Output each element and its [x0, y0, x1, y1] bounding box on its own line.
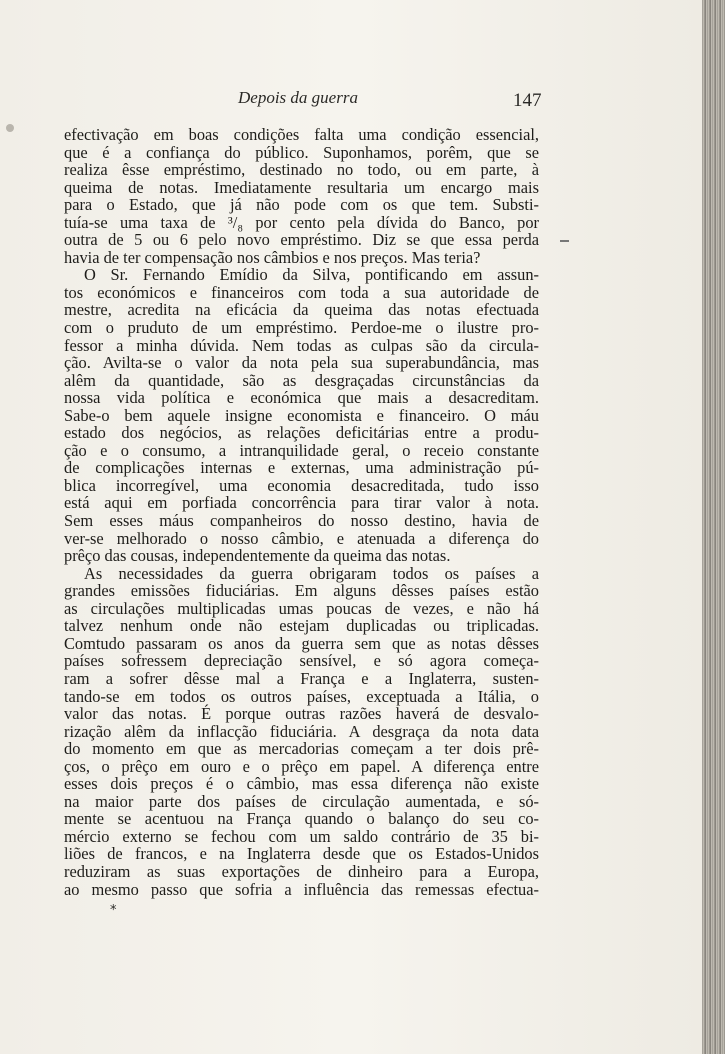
- text-line: ção e o consumo, a intranquilidade geral, o receio constante: [64, 440, 539, 460]
- text-line: havia de ter compensação nos câmbios e nos preços. Mas teria?: [64, 247, 481, 267]
- text-line: As necessidades da guerra obrigaram todos os países a: [84, 563, 539, 583]
- text-line: reduziram as suas exportações de dinheiro para a Europa,: [64, 861, 539, 881]
- text-line: tuía-se uma taxa de ³/₈ por cento pela dívida do Banco, por: [64, 212, 539, 232]
- page-number: 147: [513, 90, 542, 111]
- body-text: [64, 126, 539, 898]
- text-line: fessor a minha dúvida. Nem todas as culpas são da circula-: [64, 335, 539, 355]
- text-line: alêm da quantidade, são as desgraçadas circunstâncias da: [64, 370, 539, 390]
- text-line: O Sr. Fernando Emídio da Silva, pontificando em assun-: [84, 265, 539, 285]
- text-line: na maior parte dos países de circulação aumentada, e só-: [64, 791, 539, 811]
- text-line: ram a sofrer dêsse mal a França e a Inglaterra, susten-: [64, 668, 539, 688]
- text-line: mente se acentuou na França quando o balanço do seu co-: [64, 809, 539, 829]
- text-line: mestre, acredita na eficácia da queima das notas efectuada: [64, 300, 539, 320]
- text-line: ção. Avilta-se o valor da nota pela sua superabundância, mas: [64, 353, 539, 373]
- text-line: ver-se melhorado o nosso câmbio, e atenuada a diferença do: [64, 528, 539, 548]
- text-line: tos económicos e financeiros com toda a sua autoridade de: [64, 282, 539, 302]
- text-line: do momento em que as mercadorias começam a ter dois prê-: [64, 739, 539, 759]
- signature-star-mark: *: [110, 903, 117, 918]
- text-line: valor das notas. É porque outras razões haverá de desvalo-: [64, 704, 539, 724]
- margin-dash-mark: [560, 240, 569, 242]
- text-line: estado dos negócios, as relações deficitárias entre a produ-: [64, 423, 539, 443]
- text-line: outra de 5 ou 6 pelo novo empréstimo. Diz se que essa perda: [64, 230, 539, 250]
- text-line: ços, o prêço em ouro e o prêço em papel. A diferença entre: [64, 756, 539, 776]
- margin-dot-mark: [6, 124, 14, 132]
- text-line: prêço das cousas, independentemente da queima das notas.: [64, 546, 451, 566]
- running-title: Depois da guerra: [238, 88, 358, 107]
- text-line: com o pruduto de um empréstimo. Perdoe-me o ilustre pro-: [64, 318, 539, 338]
- text-line: Comtudo passaram os anos da guerra sem que as notas dêsses: [64, 633, 539, 653]
- text-line: talvez nenhum onde não estejam duplicadas ou triplicadas.: [64, 616, 539, 636]
- text-line: blica incorregível, uma economia desacreditada, tudo isso: [64, 475, 539, 495]
- text-line: grandes emissões fiduciárias. Em alguns dêsses países estão: [64, 581, 539, 601]
- text-line: ao mesmo passo que sofria a influência das remessas efectua-: [64, 879, 539, 899]
- text-line: países sofressem depreciação sensível, e só agora começa-: [64, 651, 539, 671]
- text-line: rização alêm da inflacção fiduciária. A desgraça da nota data: [64, 721, 539, 741]
- text-line: esses dois preços é o câmbio, mas essa diferença não existe: [64, 774, 539, 794]
- text-line: de complicações internas e externas, uma administração pú-: [64, 458, 539, 478]
- text-line: liões de francos, e na Inglaterra desde que os Estados-Unidos: [64, 844, 539, 864]
- text-line: nossa vida política e económica que mais a desacreditam.: [64, 388, 539, 408]
- text-line: realiza êsse empréstimo, destinado no todo, ou em parte, à: [64, 160, 539, 180]
- page-stack-edge: [702, 0, 725, 1054]
- text-line: queima de notas. Imediatamente resultaria um encargo mais: [64, 177, 539, 197]
- text-line: tando-se em todos os outros países, exceptuada a Itália, o: [64, 686, 539, 706]
- text-line: está aqui em porfiada concorrência para tirar valor à nota.: [64, 493, 539, 513]
- text-line: para o Estado, que já não pode com os que tem. Substi-: [64, 195, 539, 215]
- text-line: Sem esses máus companheiros do nosso destino, havia de: [64, 511, 539, 531]
- text-line: Sabe-o bem aquele insigne economista e financeiro. O máu: [64, 405, 539, 425]
- text-line: as circulações multiplicadas umas poucas de vezes, e não há: [64, 598, 539, 618]
- text-line: efectivação em boas condições falta uma condição essencial,: [64, 125, 539, 144]
- text-line: que é a confiança do público. Suponhamos, porêm, que se: [64, 142, 539, 162]
- text-line: mércio externo se fechou com um saldo contrário de 35 bi-: [64, 826, 539, 846]
